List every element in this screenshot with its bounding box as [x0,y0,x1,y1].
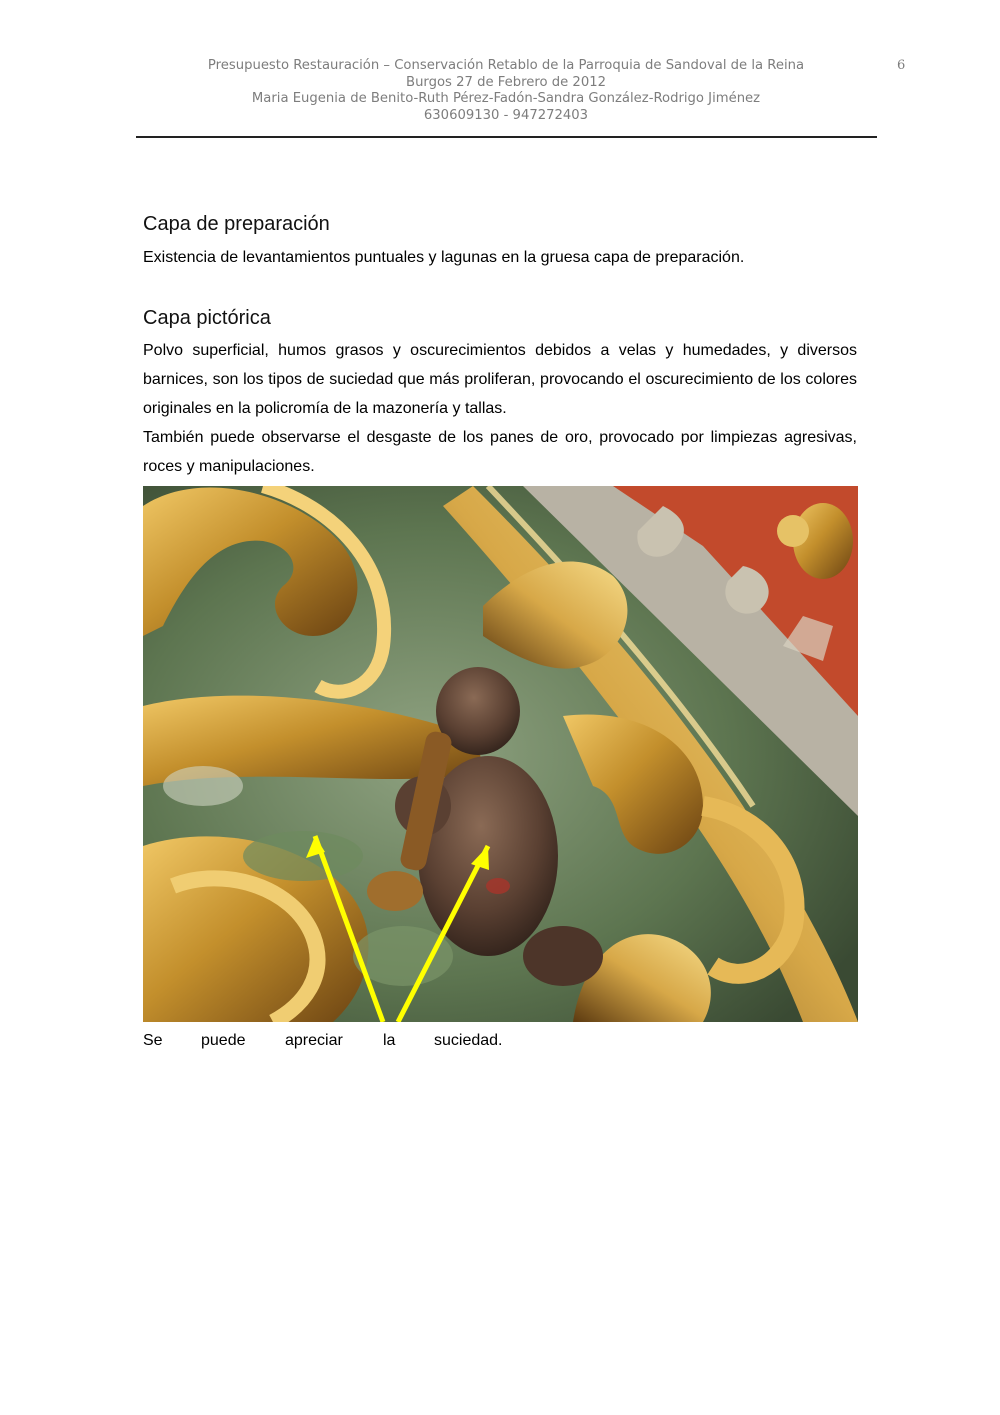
section-heading-pictorial: Capa pictórica [143,307,271,329]
paragraph: También puede observarse el desgaste de los panes de oro, provocado por limpiezas agresivas, roces y manipulaciones. [143,429,857,475]
caption-word: puede [201,1032,246,1049]
caption-word: la [383,1032,396,1049]
altarpiece-photo [143,486,858,1022]
caption-word: suciedad. [434,1032,503,1049]
page-header [136,58,876,124]
paragraph: Existencia de levantamientos puntuales y lagunas en la gruesa capa de preparación. [143,249,745,266]
page-number: 6 [897,58,906,73]
section-body-preparation [143,243,857,272]
header-phones: 630609130 - 947272403 [423,107,589,123]
caption-word: Se [143,1032,163,1049]
section-heading-preparation: Capa de preparación [143,213,330,235]
section-body-pictorial [143,336,857,481]
header-title: Presupuesto Restauración – Conservación Retablo de la Parroquia de Sandoval de la Reina [207,58,805,73]
caption-word: apreciar [285,1032,343,1049]
header-date: Burgos 27 de Febrero de 2012 [406,74,606,90]
header-divider [136,136,877,138]
paragraph: Polvo superficial, humos grasos y oscurecimientos debidos a velas y humedades, y diversos barnices, son los tipos de suciedad que más proliferan, provocando el oscurecimiento de los colores originales en la policromía de la mazonería y tallas. [143,342,857,417]
header-authors: Maria Eugenia de Benito-Ruth Pérez-Fadón-Sandra González-Rodrigo Jiménez [251,91,761,107]
